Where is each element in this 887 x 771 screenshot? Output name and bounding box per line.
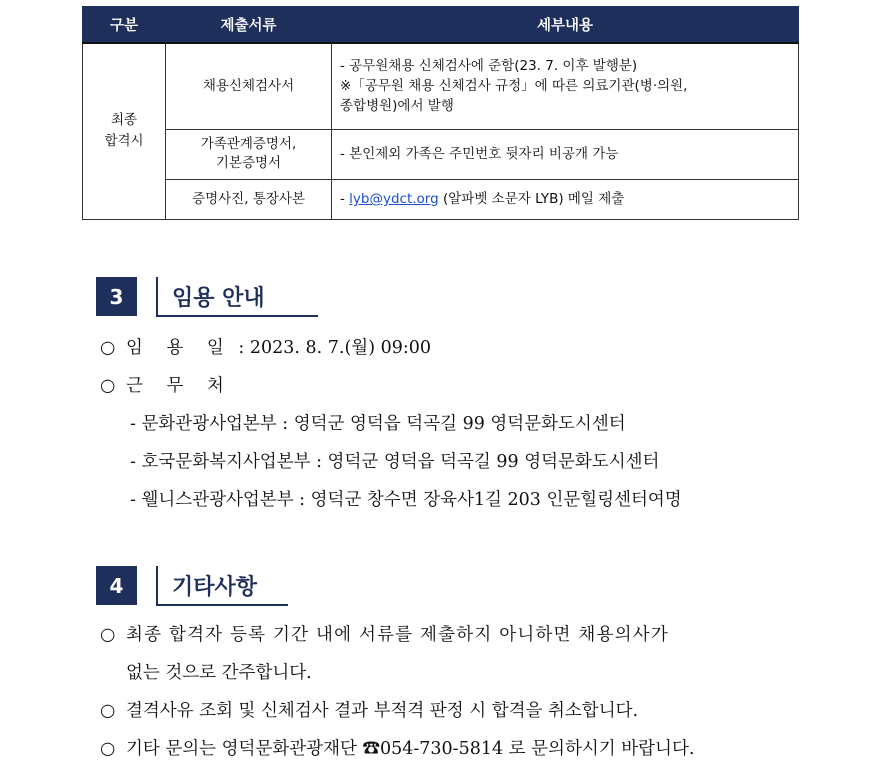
header-details: 세부내용 [332,7,799,44]
workplace-label: 근 무 처 [126,376,233,396]
notice-item [100,621,669,646]
circle-bullet-icon: ○ [100,338,116,358]
table-row [83,179,799,219]
workplace-line: - 문화관광사업본부 : 영덕군 영덕읍 덕곡길 99 영덕문화도시센터 [130,414,626,434]
detail-line: ※「공무원 채용 신체검사 규정」에 따른 의료기관(병·의원, [340,78,688,95]
header-category: 구분 [83,7,166,44]
document-name: 증명사진, 통장사본 [192,190,305,207]
notice-text: 결격사유 조회 및 신체검사 결과 부적격 판정 시 합격을 취소합니다. [126,701,639,721]
notice-text: 최종 합격자 등록 기간 내에 서류를 제출하지 아니하면 채용의사가 [126,625,669,645]
circle-bullet-icon: ○ [100,739,116,759]
notice-text: 기타 문의는 영덕문화관광재단 ☎054-730-5814 로 문의하시기 바랍니다. [126,739,695,759]
section-3-title: 임용 안내 [156,277,318,317]
workplace-line: - 웰니스관광사업본부 : 영덕군 창수면 장육사1길 203 인문힐링센터여명 [130,490,682,510]
document-cell [166,179,332,219]
detail-line: - 공무원채용 신체검사에 준함(23. 7. 이후 발행분) [340,58,638,75]
table-row [83,129,799,179]
appointment-date-value: : 2023. 8. 7.(월) 09:00 [232,338,432,358]
table-header-row [83,7,799,44]
appointment-date-label: 임 용 일 [126,338,233,358]
detail-suffix: (알파벳 소문자 LYB) 메일 제출 [438,191,625,207]
section-4-number: 4 [96,566,137,605]
table-row [83,43,799,129]
detail-line: 종합병원)에서 발행 [340,98,454,115]
circle-bullet-icon: ○ [100,376,116,396]
workplace-line: - 호국문화복지사업본부 : 영덕군 영덕읍 덕곡길 99 영덕문화도시센터 [130,452,660,472]
detail-line: - 본인제외 가족은 주민번호 뒷자리 비공개 가능 [340,146,619,162]
category-line: 최종 [110,112,138,129]
workplace-item [100,372,233,397]
detail-cell [332,43,799,129]
section-4-title: 기타사항 [156,566,288,606]
notice-continuation: 없는 것으로 간주합니다. [126,663,312,683]
email-link[interactable]: lyb@ydct.org [349,191,439,207]
circle-bullet-icon: ○ [100,701,116,721]
header-documents: 제출서류 [166,7,332,44]
category-line: 합격시 [104,133,144,150]
detail-cell [332,129,799,179]
detail-cell [332,179,799,219]
section-3-number: 3 [96,277,137,316]
document-cell [166,129,332,179]
notice-item [100,697,638,722]
documents-table [82,6,799,220]
category-cell [83,43,166,219]
appointment-date-item [100,334,431,359]
document-name: 채용신체검사서 [202,77,295,94]
document-name: 기본증명서 [215,155,282,171]
notice-item [100,735,694,760]
circle-bullet-icon: ○ [100,625,116,645]
document-cell [166,43,332,129]
detail-prefix: - [340,191,350,207]
document-name: 가족관계증명서, [200,136,297,152]
